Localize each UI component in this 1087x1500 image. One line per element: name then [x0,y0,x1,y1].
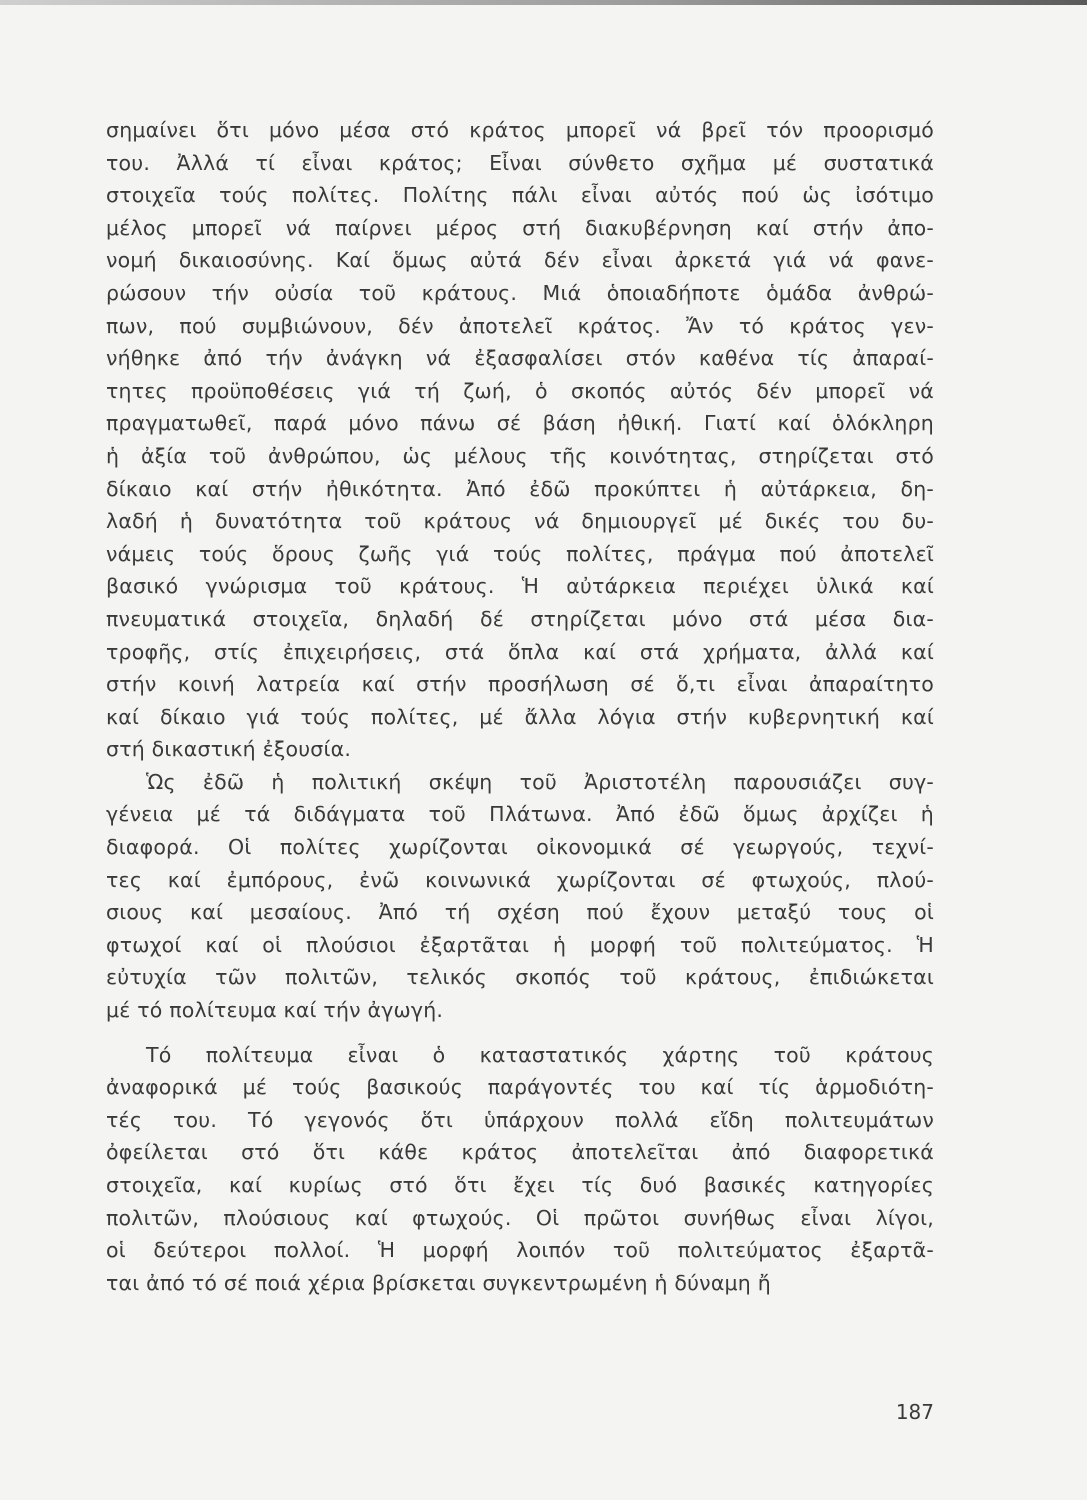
text-line: Ὡς ἐδῶ ἡ πολιτική σκέψη τοῦ Ἀριστοτέλη παρουσιάζει συγ- [146,769,934,794]
text-line: στοιχεῖα τούς πολίτες. Πολίτης πάλι εἶναι αὐτός πού ὡς ἰσότιμο [106,183,934,208]
paragraph [106,766,934,1027]
text-line: σιους καί μεσαίους. Ἀπό τή σχέση πού ἔχουν μεταξύ τους οἱ [106,900,934,925]
text-line: ἀναφορικά μέ τούς βασικούς παράγοντές του καί τίς ἁρμοδιότη- [106,1075,934,1100]
text-line: ται ἀπό τό σέ ποιά χέρια βρίσκεται συγκεντρωμένη ἡ δύναμη ἤ [106,1270,771,1295]
text-line: ὀφείλεται στό ὅτι κάθε κράτος ἀποτελεῖται ἀπό διαφορετικά [106,1140,934,1165]
text-line: ρώσουν τήν οὐσία τοῦ κράτους. Μιά ὁποιαδήποτε ὁμάδα ἀνθρώ- [106,280,934,305]
text-line: διαφορά. Οἱ πολίτες χωρίζονται οἰκονομικά σέ γεωργούς, τεχνί- [106,835,934,860]
paragraph [106,114,934,766]
text-line: τητες προϋποθέσεις γιά τή ζωή, ὁ σκοπός αὐτός δέν μπορεῖ νά [106,378,934,403]
text-line: πων, πού συμβιώνουν, δέν ἀποτελεῖ κράτος. Ἄν τό κράτος γεν- [106,313,934,338]
text-line: δίκαιο καί στήν ἠθικότητα. Ἀπό ἐδῶ προκύπτει ἡ αὐτάρκεια, δη- [106,476,934,501]
text-line: οἱ δεύτεροι πολλοί. Ἡ μορφή λοιπόν τοῦ πολιτεύματος ἐξαρτᾶ- [106,1238,934,1263]
text-line: πολιτῶν, πλούσιους καί φτωχούς. Οἱ πρῶτοι συνήθως εἶναι λίγοι, [106,1205,934,1230]
paragraph [106,1039,934,1300]
text-line: καί δίκαιο γιά τούς πολίτες, μέ ἄλλα λόγια στήν κυβερνητική καί [106,704,934,729]
text-line: στοιχεῖα, καί κυρίως στό ὅτι ἔχει τίς δυό βασικές κατηγορίες [106,1173,934,1197]
text-line: πνευματικά στοιχεῖα, δηλαδή δέ στηρίζεται μόνο στά μέσα δια- [106,606,934,631]
text-line: βασικό γνώρισμα τοῦ κράτους. Ἡ αὐτάρκεια περιέχει ὑλικά καί [106,574,934,599]
scan-top-edge [0,0,1087,5]
text-line: τές του. Τό γεγονός ὅτι ὑπάρχουν πολλά εἴδη πολιτευμάτων [106,1107,934,1132]
text-line: Τό πολίτευμα εἶναι ὁ καταστατικός χάρτης τοῦ κράτους [146,1042,934,1067]
text-line: τες καί ἐμπόρους, ἐνῶ κοινωνικά χωρίζονται σέ φτωχούς, πλού- [106,867,934,892]
text-line: νήθηκε ἀπό τήν ἀνάγκη νά ἐξασφαλίσει στόν καθένα τίς ἀπαραί- [106,346,934,371]
text-line: πραγματωθεῖ, παρά μόνο πάνω σέ βάση ἠθική. Γιατί καί ὁλόκληρη [106,411,934,436]
text-line: στή δικαστική ἐξουσία. [106,737,352,762]
text-line: τροφῆς, στίς ἐπιχειρήσεις, στά ὅπλα καί στά χρήματα, ἀλλά καί [106,639,934,664]
text-line: λαδή ἡ δυνατότητα τοῦ κράτους νά δημιουργεῖ μέ δικές του δυ- [106,509,934,534]
paragraph-gap [106,1027,934,1039]
text-line: μέ τό πολίτευμα καί τήν ἀγωγή. [106,998,444,1023]
text-line: σημαίνει ὅτι μόνο μέσα στό κράτος μπορεῖ νά βρεῖ τόν προορισμό [106,118,934,142]
text-line: του. Ἀλλά τί εἶναι κράτος; Εἶναι σύνθετο σχῆμα μέ συστατικά [106,150,934,175]
text-line: νομή δικαιοσύνης. Καί ὅμως αὐτά δέν εἶναι ἀρκετά γιά νά φανε- [106,248,934,273]
text-line: μέλος μπορεῖ νά παίρνει μέρος στή διακυβέρνηση καί στήν ἀπο- [106,215,934,240]
text-line: ἡ ἀξία τοῦ ἀνθρώπου, ὡς μέλους τῆς κοινότητας, στηρίζεται στό [106,443,934,468]
text-line: νάμεις τούς ὅρους ζωῆς γιά τούς πολίτες, πράγμα πού ἀποτελεῖ [106,541,934,566]
text-line: φτωχοί καί οἱ πλούσιοι ἐξαρτᾶται ἡ μορφή τοῦ πολιτεύματος. Ἡ [106,932,934,957]
page-body-text [106,114,934,1299]
page-number: 187 [895,1400,934,1424]
text-line: στήν κοινή λατρεία καί στήν προσήλωση σέ ὅ,τι εἶναι ἀπαραίτητο [106,672,934,697]
text-line: εὐτυχία τῶν πολιτῶν, τελικός σκοπός τοῦ κράτους, ἐπιδιώκεται [106,965,934,990]
text-line: γένεια μέ τά διδάγματα τοῦ Πλάτωνα. Ἀπό ἐδῶ ὅμως ἀρχίζει ἡ [106,802,934,827]
